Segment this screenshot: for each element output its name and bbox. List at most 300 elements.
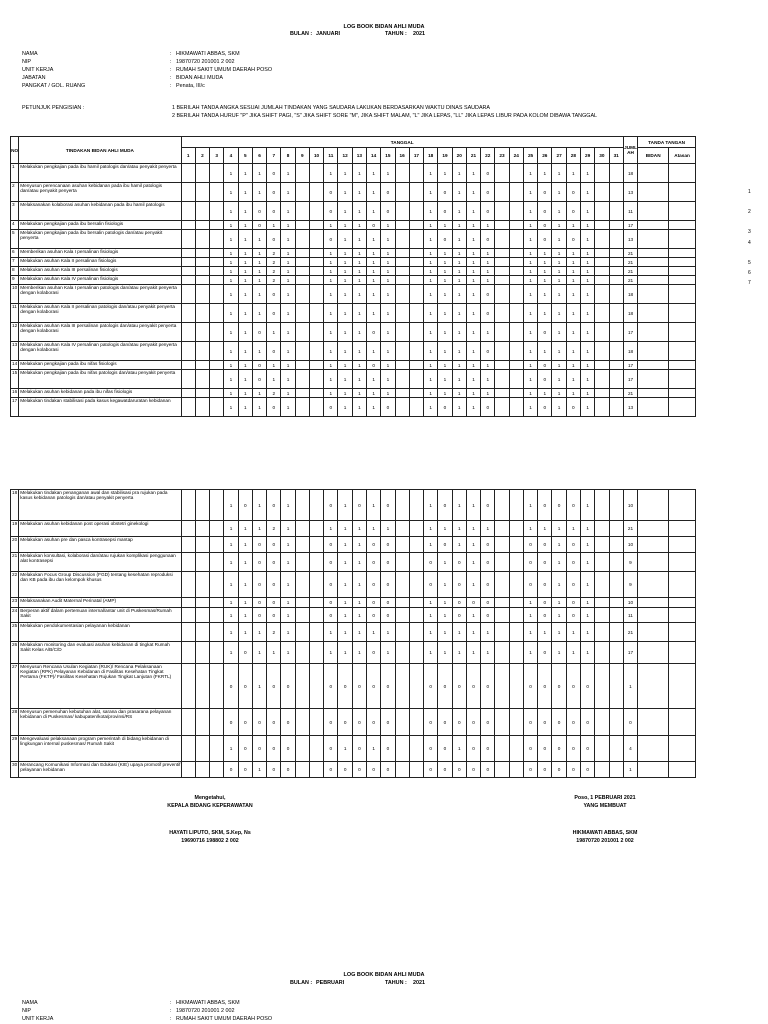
row-number: 19 [11,521,19,537]
day-cell: 1 [238,572,252,598]
day-cell: 1 [224,285,238,304]
day-cell [609,398,623,417]
day-cell: 1 [438,276,452,285]
day-cell: 0 [581,709,595,736]
day-cell: 1 [481,276,495,285]
day-cell [195,736,209,762]
day-cell: 1 [281,230,295,249]
day-cell: 0 [324,230,338,249]
day-cell [409,642,423,664]
day-cell: 1 [452,521,466,537]
day-cell: 1 [466,249,480,258]
day-cell: 1 [224,342,238,361]
day-cell [495,304,509,323]
atasan-signature-cell [668,537,695,553]
day-cell: 1 [224,553,238,572]
day-cell: 1 [466,304,480,323]
day-cell [495,221,509,230]
bidan-signature-cell [638,762,669,778]
bidan-signature-cell [638,285,669,304]
day-cell: 1 [438,623,452,642]
day-cell [509,623,523,642]
day-cell: 1 [338,323,352,342]
day-cell: 0 [566,553,580,572]
day-cell: 1 [281,553,295,572]
day-cell: 1 [224,258,238,267]
day-cell: 1 [466,342,480,361]
activity-description: Melakukan asuhan kebidanan pada ibu nifas fisiologis [19,389,181,398]
row-total: 10 [623,490,637,521]
day-cell [195,490,209,521]
table-row [11,342,696,361]
day-cell [295,490,309,521]
day-cell: 1 [580,267,594,276]
header-day: 16 [395,148,409,164]
day-cell: 1 [452,202,466,221]
side-number: 6 [748,270,751,276]
day-cell: 1 [466,258,480,267]
row-number: 23 [11,598,19,608]
day-cell: 1 [367,267,381,276]
activity-description: Melakukan pengkajian pada ibu bersalin patologis dan/atau penyakit penyerta [19,230,181,249]
day-cell: 1 [566,361,580,370]
day-cell: 1 [267,323,281,342]
day-cell [195,389,209,398]
day-cell [495,323,509,342]
day-cell: 1 [381,304,395,323]
day-cell [395,389,409,398]
day-cell [395,258,409,267]
day-cell [309,572,323,598]
day-cell [210,736,224,762]
atasan-signature-cell [668,598,695,608]
info-label: UNIT KERJA [22,1016,54,1022]
day-cell: 0 [324,598,338,608]
day-cell: 1 [224,572,238,598]
bidan-signature-cell [638,398,669,417]
day-cell [195,521,209,537]
month-value: JANUARI [316,31,340,37]
day-cell [181,285,195,304]
header-tindakan: TINDAKAN BIDAN AHLI MUDA [19,137,181,164]
day-cell: 1 [352,361,366,370]
day-cell: 1 [452,323,466,342]
header-day: 17 [409,148,423,164]
header-jumlah: JUML AH [623,137,637,164]
day-cell: 0 [267,736,281,762]
day-cell: 1 [281,202,295,221]
day-cell: 0 [238,709,252,736]
day-cell: 1 [424,276,438,285]
day-cell: 0 [324,398,338,417]
day-cell [195,762,209,778]
day-cell: 1 [224,537,238,553]
day-cell [409,608,423,623]
day-cell: 0 [566,490,580,521]
day-cell: 1 [552,553,566,572]
day-cell [309,221,323,230]
day-cell: 0 [538,202,552,221]
day-cell: 0 [424,709,438,736]
activity-description: Menyusun perencanaan asuhan kebidanan pada ibu hamil patologis dan/atau penyakit penyerta [19,183,181,202]
row-total: 21 [623,258,637,267]
day-cell: 1 [452,342,466,361]
bidan-signature-cell [638,323,669,342]
table-row [11,267,696,276]
bidan-signature-cell [638,164,669,183]
row-number: 6 [11,249,19,258]
day-cell: 1 [281,370,295,389]
day-cell: 1 [580,183,594,202]
bidan-signature-cell [638,553,669,572]
row-number: 12 [11,323,19,342]
day-cell: 1 [581,608,595,623]
day-cell [409,258,423,267]
day-cell [595,258,609,267]
day-cell: 1 [424,164,438,183]
day-cell [595,490,609,521]
day-cell: 1 [338,598,352,608]
table-row [11,521,696,537]
day-cell: 0 [466,598,480,608]
day-cell: 1 [281,323,295,342]
day-cell: 1 [238,258,252,267]
atasan-signature-cell [668,736,695,762]
day-cell: 0 [538,608,552,623]
day-cell: 1 [566,521,580,537]
day-cell: 1 [324,642,338,664]
day-cell: 1 [367,623,381,642]
day-cell: 0 [267,608,281,623]
day-cell [181,623,195,642]
day-cell: 1 [466,608,480,623]
day-cell: 1 [552,598,566,608]
header-day: 27 [552,148,566,164]
day-cell: 1 [281,598,295,608]
day-cell: 0 [267,164,281,183]
day-cell [309,389,323,398]
day-cell [210,304,224,323]
day-cell: 1 [566,323,580,342]
table-row [11,230,696,249]
day-cell: 1 [438,342,452,361]
day-cell: 0 [252,323,266,342]
day-cell [495,598,509,608]
day-cell [195,164,209,183]
day-cell: 1 [581,490,595,521]
day-cell: 1 [581,521,595,537]
day-cell: 1 [338,221,352,230]
day-cell [495,249,509,258]
row-number: 24 [11,608,19,623]
day-cell [509,490,523,521]
day-cell: 1 [281,249,295,258]
info-value: RUMAH SAKIT UMUM DAERAH POSO [176,67,273,73]
day-cell: 0 [566,537,580,553]
day-cell: 1 [267,370,281,389]
day-cell: 1 [252,258,266,267]
colon: : [170,59,172,65]
day-cell [181,221,195,230]
day-cell: 1 [452,370,466,389]
day-cell: 1 [281,164,295,183]
day-cell: 1 [481,521,495,537]
day-cell: 1 [552,183,566,202]
day-cell [395,736,409,762]
bidan-signature-cell [638,623,669,642]
day-cell: 1 [438,521,452,537]
day-cell: 1 [566,267,580,276]
info-label: NIP [22,1008,31,1014]
day-cell [609,598,623,608]
day-cell: 0 [252,608,266,623]
day-cell: 1 [238,285,252,304]
day-cell: 1 [581,623,595,642]
activity-description: Mengevaluasi pelaksanaan program pemerintah di bidang kebidanan di lingkungan internal puskesmas/ Rumah Sakit [19,736,181,762]
day-cell: 1 [367,736,381,762]
day-cell [309,202,323,221]
sign-right-nip: 19870720 201001 2 002 [576,838,634,844]
day-cell: 1 [438,304,452,323]
day-cell: 1 [566,342,580,361]
day-cell: 1 [367,249,381,258]
day-cell: 0 [238,736,252,762]
day-cell: 1 [552,221,566,230]
day-cell: 1 [267,361,281,370]
day-cell: 1 [466,642,480,664]
day-cell [181,389,195,398]
day-cell: 1 [552,164,566,183]
day-cell: 0 [452,664,466,709]
day-cell: 1 [424,521,438,537]
day-cell [295,202,309,221]
activity-description: Melakukan asuhan Kala IV persalinan patologis dan/atau penyakit penyerta dengan kolaborasi [19,342,181,361]
day-cell: 1 [580,285,594,304]
day-cell: 0 [352,709,366,736]
day-cell: 1 [281,623,295,642]
day-cell [509,276,523,285]
day-cell: 1 [452,183,466,202]
day-cell: 1 [424,389,438,398]
row-number: 21 [11,553,19,572]
day-cell: 0 [267,304,281,323]
day-cell: 1 [566,304,580,323]
day-cell: 0 [324,572,338,598]
day-cell: 1 [438,361,452,370]
day-cell: 0 [566,202,580,221]
day-cell [210,598,224,608]
day-cell [195,258,209,267]
activity-description: Melakukan asuhan Kala IV persalinan fisiologis [19,276,181,285]
day-cell [195,709,209,736]
day-cell: 0 [281,736,295,762]
info-value: Penata, III/c [176,83,205,89]
day-cell: 1 [552,285,566,304]
day-cell: 1 [452,276,466,285]
day-cell: 0 [438,664,452,709]
day-cell [409,230,423,249]
day-cell: 0 [481,664,495,709]
day-cell: 1 [338,370,352,389]
day-cell: 1 [466,398,480,417]
day-cell: 1 [424,361,438,370]
day-cell: 1 [424,304,438,323]
day-cell [409,521,423,537]
day-cell [609,285,623,304]
day-cell: 1 [238,202,252,221]
day-cell: 1 [466,323,480,342]
header-day: 28 [566,148,580,164]
day-cell [609,553,623,572]
header-day: 11 [324,148,338,164]
day-cell [195,304,209,323]
day-cell: 1 [352,598,366,608]
day-cell [609,521,623,537]
day-cell: 1 [580,230,594,249]
day-cell: 0 [566,664,580,709]
atasan-signature-cell [669,398,696,417]
row-total: 9 [623,572,637,598]
day-cell: 1 [224,267,238,276]
day-cell [295,709,309,736]
day-cell [395,230,409,249]
day-cell: 1 [338,304,352,323]
day-cell: 1 [352,389,366,398]
day-cell: 0 [252,202,266,221]
day-cell: 1 [324,623,338,642]
day-cell: 1 [424,183,438,202]
day-cell [395,285,409,304]
day-cell: 1 [566,276,580,285]
bidan-signature-cell [638,221,669,230]
day-cell [395,572,409,598]
day-cell: 1 [552,608,566,623]
day-cell: 0 [452,553,466,572]
table-row [11,258,696,267]
activity-description: Melaksanakan kolaborasi asuhan kebidanan pada ibu hamil patologis [19,202,181,221]
day-cell [395,276,409,285]
activity-description: Melakukan tindakan penanganan awal dan stabilisasi pra rujukan pada kasus kebidanan patologis dan/atau penyakit penyerta [19,490,181,521]
day-cell [609,183,623,202]
day-cell [609,230,623,249]
day-cell: 0 [381,709,395,736]
row-total: 18 [623,285,637,304]
day-cell: 1 [338,285,352,304]
day-cell: 1 [324,267,338,276]
day-cell: 0 [581,664,595,709]
day-cell [210,285,224,304]
day-cell: 1 [238,342,252,361]
day-cell [495,230,509,249]
day-cell [609,323,623,342]
day-cell [195,202,209,221]
day-cell: 1 [523,361,537,370]
day-cell: 1 [580,221,594,230]
day-cell: 0 [424,736,438,762]
day-cell [609,304,623,323]
sign-right-head1: Poso, 1 PEBRUARI 2021 [574,795,636,801]
table-row [11,572,696,598]
day-cell [295,370,309,389]
activity-description: Melakukan asuhan kebidanan post operasi obstetri ginekologi [19,521,181,537]
day-cell: 1 [238,537,252,553]
day-cell [395,664,409,709]
atasan-signature-cell [668,709,695,736]
day-cell: 1 [523,267,537,276]
day-cell: 0 [438,709,452,736]
day-cell: 1 [281,267,295,276]
day-cell [495,521,509,537]
day-cell: 1 [523,202,537,221]
day-cell: 1 [466,521,480,537]
day-cell [295,389,309,398]
day-cell: 0 [381,664,395,709]
atasan-signature-cell [668,572,695,598]
day-cell: 1 [424,398,438,417]
info-label: NAMA [22,51,38,57]
row-total: 11 [623,202,637,221]
table-row [11,370,696,389]
day-cell [609,267,623,276]
day-cell [495,642,509,664]
day-cell: 0 [324,762,338,778]
day-cell: 1 [580,342,594,361]
day-cell: 1 [224,623,238,642]
day-cell [210,276,224,285]
instructions-label: PETUNJUK PENGISIAN : [22,105,85,111]
day-cell: 0 [466,736,480,762]
activity-description: Memberikan asuhan Kala I persalinan fisiologis [19,249,181,258]
day-cell: 0 [252,736,266,762]
day-cell: 1 [252,249,266,258]
day-cell [295,642,309,664]
row-number: 26 [11,642,19,664]
day-cell: 1 [252,642,266,664]
day-cell: 0 [538,490,552,521]
day-cell: 1 [438,323,452,342]
bidan-signature-cell [638,183,669,202]
day-cell [210,370,224,389]
day-cell: 0 [552,762,566,778]
day-cell: 1 [523,183,537,202]
day-cell: 1 [224,230,238,249]
info-label: UNIT KERJA [22,67,54,73]
day-cell: 1 [552,398,566,417]
day-cell: 0 [481,164,495,183]
day-cell: 0 [238,664,252,709]
day-cell: 1 [381,521,395,537]
day-cell [181,230,195,249]
day-cell: 1 [566,249,580,258]
day-cell: 1 [481,370,495,389]
day-cell: 1 [581,572,595,598]
table-row [11,389,696,398]
day-cell: 0 [224,709,238,736]
day-cell: 1 [552,202,566,221]
atasan-signature-cell [669,342,696,361]
day-cell: 1 [580,323,594,342]
day-cell: 1 [224,736,238,762]
day-cell [409,361,423,370]
day-cell: 0 [523,709,537,736]
day-cell [181,736,195,762]
day-cell: 1 [552,342,566,361]
day-cell: 0 [466,664,480,709]
day-cell: 1 [424,370,438,389]
day-cell: 0 [538,370,552,389]
day-cell: 0 [481,304,495,323]
day-cell [495,164,509,183]
